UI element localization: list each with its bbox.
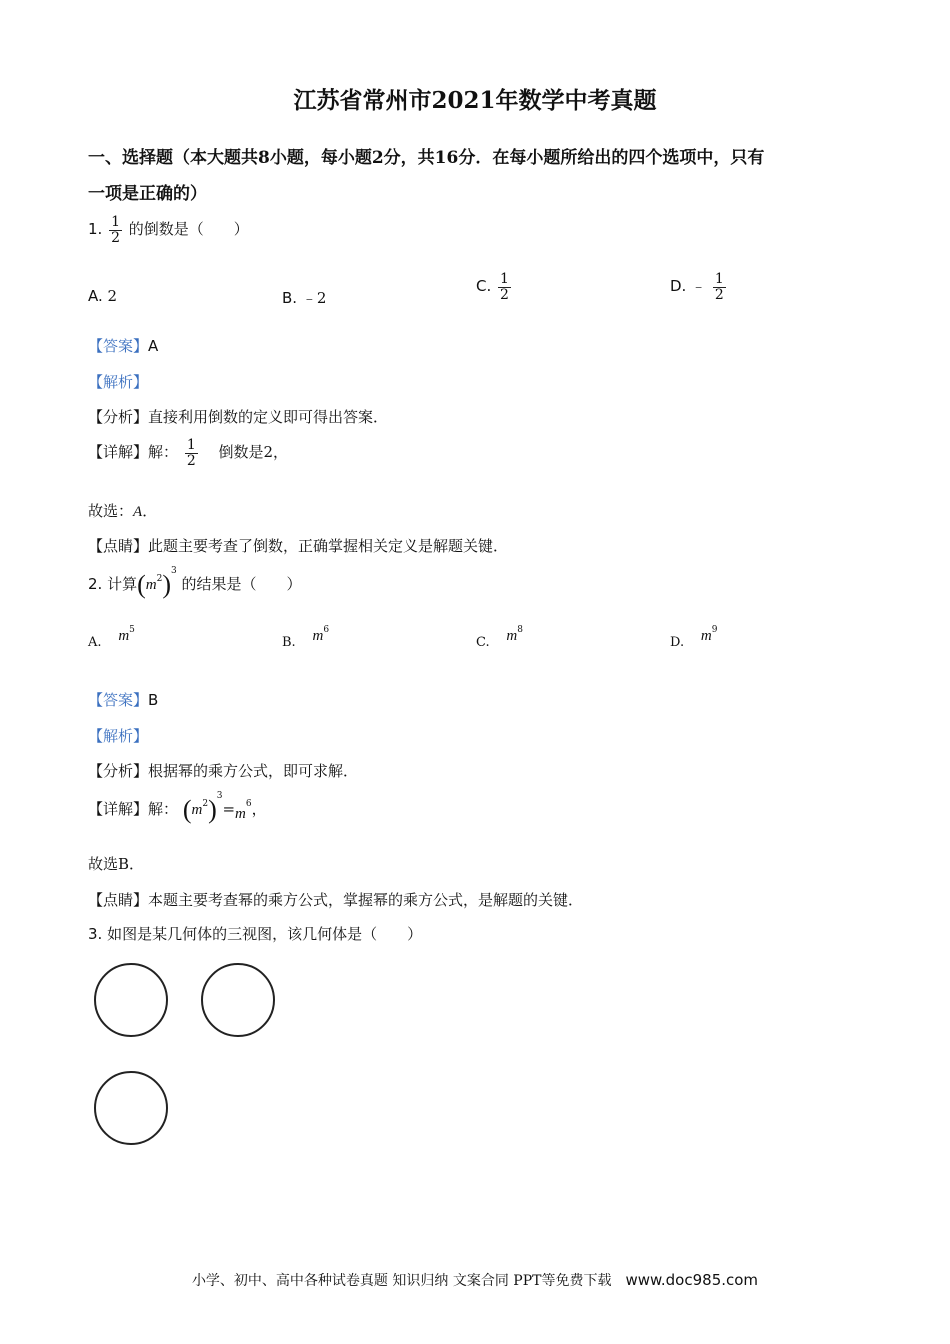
option-label: A. <box>88 287 103 305</box>
analysis-text: 根据幂的乘方公式，即可求解． <box>148 762 359 780</box>
fraction-numerator: 1 <box>186 437 196 453</box>
math-base: m <box>235 806 246 822</box>
math-base: m <box>118 628 130 644</box>
question-prefix: 计算 <box>107 575 138 593</box>
footer-text: 小学、初中、高中各种试卷真题 知识归纳 文案合同 PPT等免费下载 <box>191 1273 612 1289</box>
section-heading-line1: 一、选择题（本大题共8小题，每小题2分，共16分．在每小题所给出的四个选项中，只有 <box>88 148 765 168</box>
option-label: D. <box>670 277 687 296</box>
option-label: C. <box>476 635 490 650</box>
detail-tag: 【详解】 <box>88 443 149 462</box>
math-base: m <box>312 628 324 644</box>
fraction-numerator: 1 <box>714 271 724 287</box>
question-2-stem <box>88 566 302 599</box>
option-text: ﹣2 <box>301 289 327 307</box>
question-text: 的倒数是（ ） <box>128 220 249 239</box>
answer-value: A <box>148 337 159 355</box>
open-paren: ( <box>137 570 146 599</box>
answer-tag: 【答案】 <box>88 337 149 355</box>
math-exponent: 2 <box>202 799 209 809</box>
option-b <box>282 287 326 308</box>
analysis-text: 直接利用倒数的定义即可得出答案． <box>148 408 389 426</box>
question-3-stem <box>88 923 422 944</box>
option-sign: ﹣ <box>691 277 707 296</box>
detail-line <box>88 791 267 824</box>
comment-line <box>88 889 583 910</box>
choose-letter: A <box>133 504 143 520</box>
answer-tag: 【答案】 <box>88 691 149 709</box>
analysis-tag: 【解析】 <box>88 727 149 745</box>
comment-text: 本题主要考查幂的乘方公式，掌握幂的乘方公式，是解题的关键． <box>148 891 584 909</box>
comment-tag: 【点睛】 <box>88 891 149 909</box>
math-base: m <box>506 628 518 644</box>
side-view-circle <box>202 964 274 1036</box>
choose-line: 故选B． <box>88 855 145 873</box>
comment-line <box>88 535 508 556</box>
option-c <box>476 625 523 651</box>
choose-suffix: ． <box>142 502 158 520</box>
answer-line <box>88 689 158 710</box>
question-1-stem <box>88 215 249 245</box>
math-base: m <box>191 802 203 818</box>
option-c <box>476 272 513 302</box>
option-d <box>670 272 728 302</box>
detail-prefix: 解： <box>148 443 179 462</box>
option-label: A. <box>88 635 102 650</box>
detail-line <box>88 438 288 468</box>
math-exponent: 9 <box>711 625 718 635</box>
fraction-denominator: 2 <box>714 286 724 303</box>
math-base: m <box>700 628 712 644</box>
fraction-numerator: 1 <box>500 271 509 287</box>
choose-line <box>88 500 157 521</box>
page-title: 江苏省常州市2021年数学中考真题 <box>293 87 657 114</box>
close-paren: ) <box>162 570 172 599</box>
option-label: B. <box>282 635 296 650</box>
option-text: 2 <box>107 287 118 305</box>
question-number: 1. <box>88 220 103 239</box>
equals-sign: = <box>222 800 236 818</box>
math-exponent: 2 <box>156 574 163 584</box>
detail-tag: 【详解】 <box>88 800 149 818</box>
comment-text: 此题主要考查了倒数，正确掌握相关定义是解题关键． <box>148 537 509 555</box>
front-view-circle <box>95 964 167 1036</box>
math-exponent: 6 <box>245 799 252 809</box>
detail-text: 倒数是2， <box>218 443 289 462</box>
answer-line <box>88 335 158 356</box>
option-label: C. <box>476 277 492 296</box>
question-text: 如图是某几何体的三视图，该几何体是（ ） <box>107 925 423 943</box>
detail-prefix: 解： <box>148 800 179 818</box>
section-heading-line2: 一项是正确的） <box>88 184 207 204</box>
fraction-numerator: 1 <box>111 214 121 230</box>
open-paren: ( <box>182 795 192 824</box>
three-view-figure <box>80 950 300 1160</box>
option-b <box>282 625 330 651</box>
fraction <box>713 272 726 302</box>
question-text: 的结果是（ ） <box>181 575 302 593</box>
fraction-denominator: 2 <box>500 286 509 303</box>
option-a <box>88 287 117 305</box>
analysis-label: 【分析】 <box>88 762 149 780</box>
choose-prefix: 故选： <box>88 502 134 520</box>
fraction-denominator: 2 <box>111 229 121 246</box>
question-number: 3. <box>88 925 103 943</box>
fraction <box>498 272 511 302</box>
analysis-label: 【分析】 <box>88 408 149 426</box>
analysis-tag: 【解析】 <box>88 373 149 391</box>
option-label: B. <box>282 289 298 307</box>
close-paren: ) <box>208 795 217 824</box>
answer-value: B <box>148 691 159 709</box>
comment-tag: 【点睛】 <box>88 537 149 555</box>
analysis-line <box>88 406 388 427</box>
math-exponent: 3 <box>216 791 223 801</box>
option-label: D. <box>670 635 685 650</box>
fraction <box>109 215 122 245</box>
analysis-line <box>88 760 358 781</box>
footer-link[interactable]: www.doc985.com <box>625 1271 759 1289</box>
math-exponent: 8 <box>517 625 523 635</box>
top-view-circle <box>95 1072 167 1144</box>
math-exponent: 6 <box>323 625 330 635</box>
fraction <box>185 438 198 468</box>
option-d <box>670 625 718 651</box>
fraction-denominator: 2 <box>186 452 196 469</box>
option-a <box>88 625 135 651</box>
footer <box>0 1270 950 1290</box>
question-number: 2. <box>88 575 103 593</box>
math-exponent: 5 <box>129 625 135 635</box>
math-base: m <box>145 577 157 593</box>
math-exponent: 3 <box>171 566 177 576</box>
detail-suffix: ， <box>251 800 267 818</box>
